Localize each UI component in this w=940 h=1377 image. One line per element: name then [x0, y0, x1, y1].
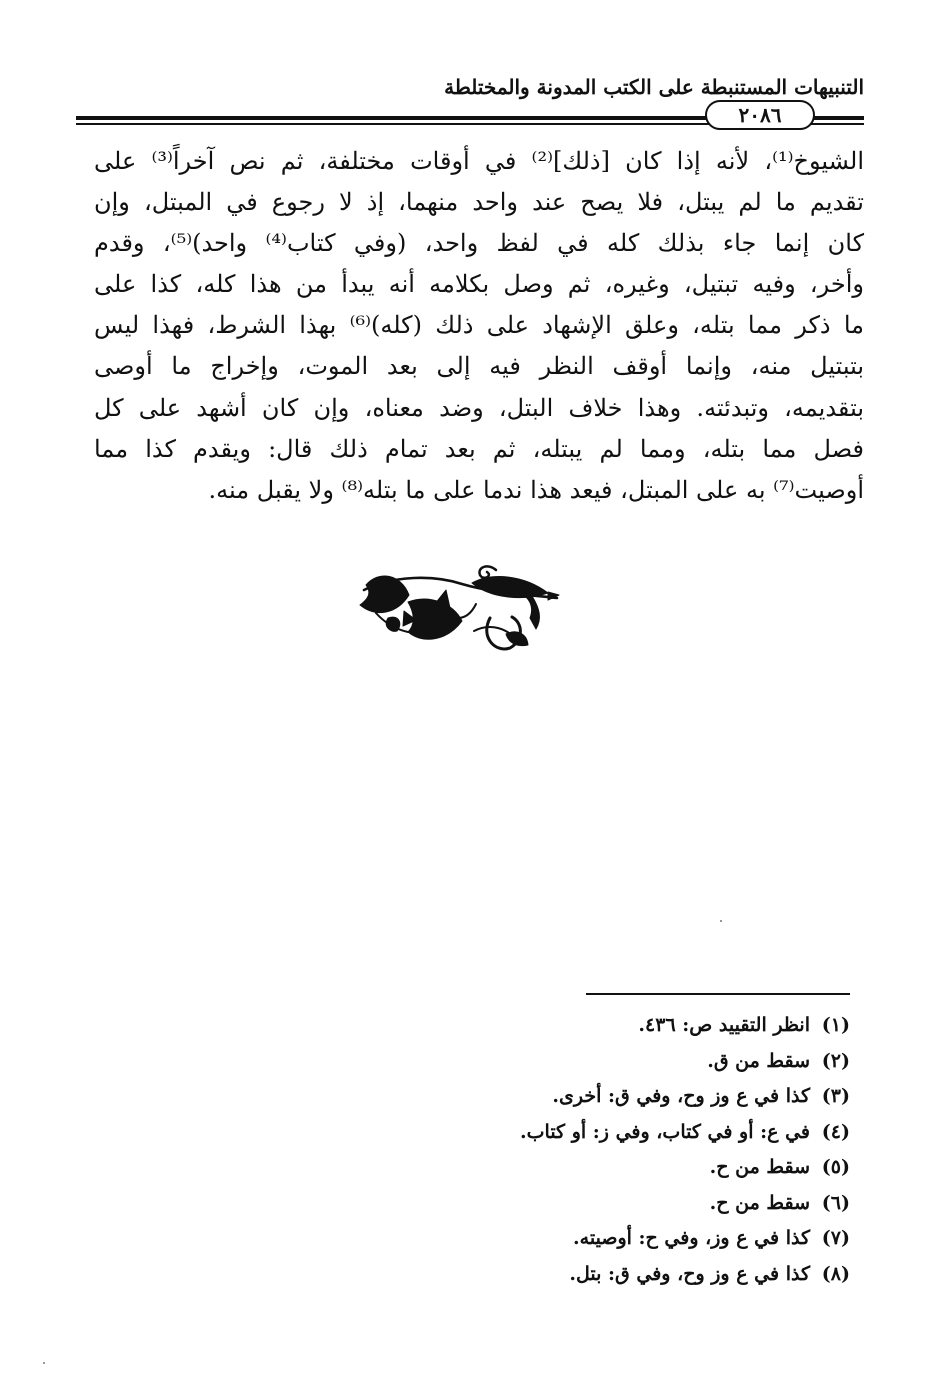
- footnote-rule: [586, 993, 850, 995]
- footnote-number: (٣): [821, 1085, 850, 1107]
- body-line: ما ذكر مما بتله، وعلق الإشهاد على ذلك (كله)⁽⁶⁾ بهذا الشرط، فهذا ليس: [94, 311, 864, 340]
- footnote-text: سقط من ح.: [709, 1191, 810, 1214]
- footnotes-list: [330, 1008, 850, 1292]
- footnote: [330, 1044, 850, 1080]
- scan-speck: [720, 920, 722, 922]
- footnote-text: في ع: أو في كتاب، وفي ز: أو كتاب.: [520, 1120, 810, 1143]
- body-line: الشيوخ⁽¹⁾، لأنه إذا كان [ذلك]⁽²⁾ في أوقات مختلفة، ثم نص آخراً⁽³⁾ على: [94, 147, 865, 175]
- body-line: بتقديمه، وتبدئته. وهذا خلاف البتل، وضد معناه، وإن كان أشهد على كل: [94, 393, 864, 422]
- footnote: [330, 1008, 850, 1044]
- footnote: [330, 1221, 850, 1257]
- footnote-text: كذا في ع وز، وفي ح: أوصيته.: [573, 1227, 810, 1249]
- footnote-text: كذا في ع وز وح، وفي ق: بتل.: [569, 1262, 810, 1285]
- body-text: [94, 141, 864, 511]
- scan-speck: [43, 1362, 45, 1364]
- running-title: التنبيهات المستنبطة على الكتب المدونة والمختلطة: [444, 75, 864, 99]
- footnote-number: (٥): [821, 1156, 850, 1178]
- footnote-text: سقط من ق.: [707, 1049, 810, 1072]
- footnote: [330, 1257, 850, 1293]
- footnote-number: (٦): [821, 1191, 850, 1214]
- footnote: [330, 1150, 850, 1186]
- body-line: أوصيت⁽⁷⁾ به على المبتل، فيعد هذا ندما على ما بتله⁽⁸⁾ ولا يقبل منه.: [208, 475, 864, 504]
- footnote-text: كذا في ع وز وح، وفي ق: أخرى.: [552, 1085, 810, 1107]
- body-line: كان إنما جاء بذلك كله في لفظ واحد، (وفي كتاب⁽⁴⁾ واحد)⁽⁵⁾، وقدم: [94, 229, 864, 258]
- body-line: تقديم ما لم يبتل، فلا يصح عند واحد منهما، إذ لا رجوع في المبتل، وإن: [94, 188, 864, 217]
- footnote-text: سقط من ح.: [709, 1156, 810, 1178]
- floral-ornament-icon: [354, 560, 564, 660]
- footnote: [330, 1115, 850, 1151]
- body-line: فصل مما بتله، ومما لم يبتله، ثم بعد تمام ذلك قال: ويقدم كذا مما: [94, 434, 865, 463]
- footnote-number: (٨): [821, 1262, 850, 1285]
- footnote-number: (١): [821, 1014, 850, 1036]
- footnote-number: (٧): [821, 1227, 850, 1249]
- page-number: ٢٠٨٦: [705, 100, 815, 130]
- footnote-number: (٢): [821, 1049, 850, 1072]
- footnote-text: انظر التقييد ص: ٤٣٦.: [638, 1014, 810, 1036]
- footnote-number: (٤): [821, 1120, 850, 1143]
- footnote: [330, 1186, 850, 1222]
- body-line: وأخر، وفيه تبتيل، وغيره، ثم وصل بكلامه أنه يبدأ من هذا كله، كذا على: [94, 270, 864, 299]
- body-line: بتبتيل منه، وإنما أوقف النظر فيه إلى بعد الموت، وإخراج ما أوصى: [94, 352, 864, 381]
- footnote: [330, 1079, 850, 1115]
